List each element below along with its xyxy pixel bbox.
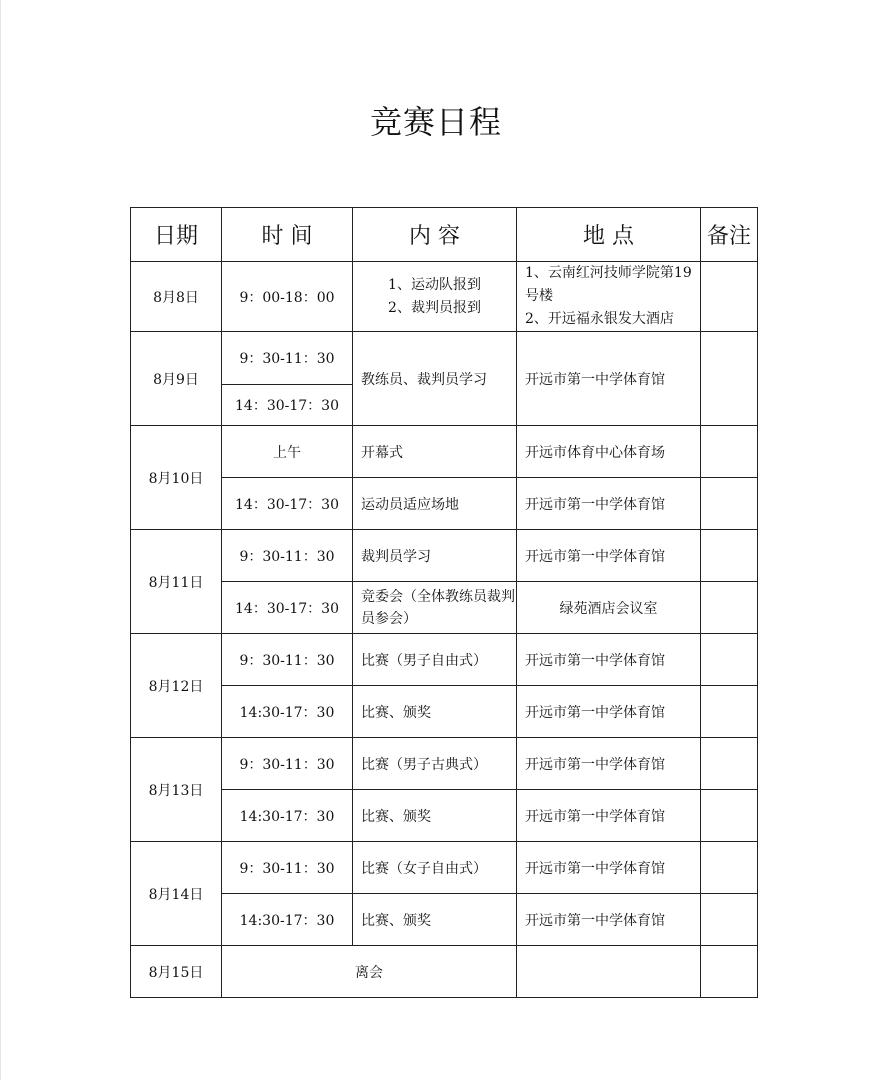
remark-cell <box>701 894 758 946</box>
location-line: 1、云南红河技师学院第19号楼 <box>525 265 692 304</box>
date-cell: 8月14日 <box>131 842 222 946</box>
location-cell: 绿苑酒店会议室 <box>517 582 701 634</box>
table-header-row <box>131 208 758 262</box>
date-cell: 8月10日 <box>131 426 222 530</box>
time-cell: 9：30-11：30 <box>222 738 353 790</box>
schedule-table <box>130 207 758 998</box>
remark-cell <box>701 426 758 478</box>
remark-cell <box>701 790 758 842</box>
table-row <box>131 262 758 332</box>
time-cell: 14：30-17：30 <box>222 385 353 426</box>
content-cell: 比赛（女子自由式） <box>353 842 517 894</box>
location-cell <box>517 262 701 332</box>
content-cell: 比赛（男子自由式） <box>353 634 517 686</box>
time-cell: 9：00-18：00 <box>222 262 353 332</box>
location-cell: 开远市第一中学体育馆 <box>517 478 701 530</box>
date-cell: 8月9日 <box>131 332 222 426</box>
location-cell: 开远市第一中学体育馆 <box>517 894 701 946</box>
location-cell: 开远市第一中学体育馆 <box>517 332 701 426</box>
date-cell: 8月8日 <box>131 262 222 332</box>
location-cell: 开远市第一中学体育馆 <box>517 634 701 686</box>
content-cell: 离会 <box>222 946 517 998</box>
content-cell <box>353 262 517 332</box>
table-row <box>131 478 758 530</box>
remark-cell <box>701 262 758 332</box>
location-cell: 开远市体育中心体育场 <box>517 426 701 478</box>
table-row <box>131 738 758 790</box>
remark-cell <box>701 530 758 582</box>
location-cell: 开远市第一中学体育馆 <box>517 790 701 842</box>
table-row <box>131 790 758 842</box>
location-cell: 开远市第一中学体育馆 <box>517 530 701 582</box>
table-row <box>131 582 758 634</box>
remark-cell <box>701 686 758 738</box>
content-cell: 竞委会（全体教练员裁判员参会） <box>353 582 517 634</box>
location-cell: 开远市第一中学体育馆 <box>517 842 701 894</box>
time-cell: 上午 <box>222 426 353 478</box>
date-cell: 8月12日 <box>131 634 222 738</box>
remark-cell <box>701 946 758 998</box>
table-row <box>131 634 758 686</box>
location-cell: 开远市第一中学体育馆 <box>517 738 701 790</box>
remark-cell <box>701 582 758 634</box>
date-cell: 8月11日 <box>131 530 222 634</box>
header-remark: 备注 <box>701 208 758 262</box>
remark-cell <box>701 842 758 894</box>
time-cell: 14:30-17：30 <box>222 686 353 738</box>
remark-cell <box>701 478 758 530</box>
content-cell: 开幕式 <box>353 426 517 478</box>
time-cell: 14:30-17：30 <box>222 790 353 842</box>
table-row <box>131 530 758 582</box>
remark-cell <box>701 738 758 790</box>
date-cell: 8月13日 <box>131 738 222 842</box>
content-cell: 教练员、裁判员学习 <box>353 332 517 426</box>
table-row <box>131 894 758 946</box>
content-line: 2、裁判员报到 <box>388 299 481 316</box>
content-line: 1、运动队报到 <box>388 276 481 293</box>
table-row <box>131 426 758 478</box>
table-row <box>131 332 758 385</box>
time-cell: 9：30-11：30 <box>222 634 353 686</box>
time-cell: 9：30-11：30 <box>222 842 353 894</box>
page-edge <box>0 0 1 1080</box>
location-line: 2、开远福永银发大酒店 <box>525 311 674 327</box>
content-cell: 裁判员学习 <box>353 530 517 582</box>
date-cell: 8月15日 <box>131 946 222 998</box>
content-cell: 比赛、颁奖 <box>353 894 517 946</box>
content-cell: 比赛、颁奖 <box>353 686 517 738</box>
header-location: 地 点 <box>517 208 701 262</box>
content-cell: 比赛（男子古典式） <box>353 738 517 790</box>
location-cell <box>517 946 701 998</box>
header-date: 日期 <box>131 208 222 262</box>
header-content: 内 容 <box>353 208 517 262</box>
remark-cell <box>701 634 758 686</box>
table-row <box>131 946 758 998</box>
content-cell: 比赛、颁奖 <box>353 790 517 842</box>
time-cell: 14：30-17：30 <box>222 582 353 634</box>
time-cell: 9：30-11：30 <box>222 332 353 385</box>
header-time: 时 间 <box>222 208 353 262</box>
time-cell: 9：30-11：30 <box>222 530 353 582</box>
time-cell: 14:30-17：30 <box>222 894 353 946</box>
table-row <box>131 686 758 738</box>
content-cell: 运动员适应场地 <box>353 478 517 530</box>
location-cell: 开远市第一中学体育馆 <box>517 686 701 738</box>
time-cell: 14：30-17：30 <box>222 478 353 530</box>
table-row <box>131 842 758 894</box>
remark-cell <box>701 332 758 426</box>
page-title: 竞赛日程 <box>369 103 502 141</box>
